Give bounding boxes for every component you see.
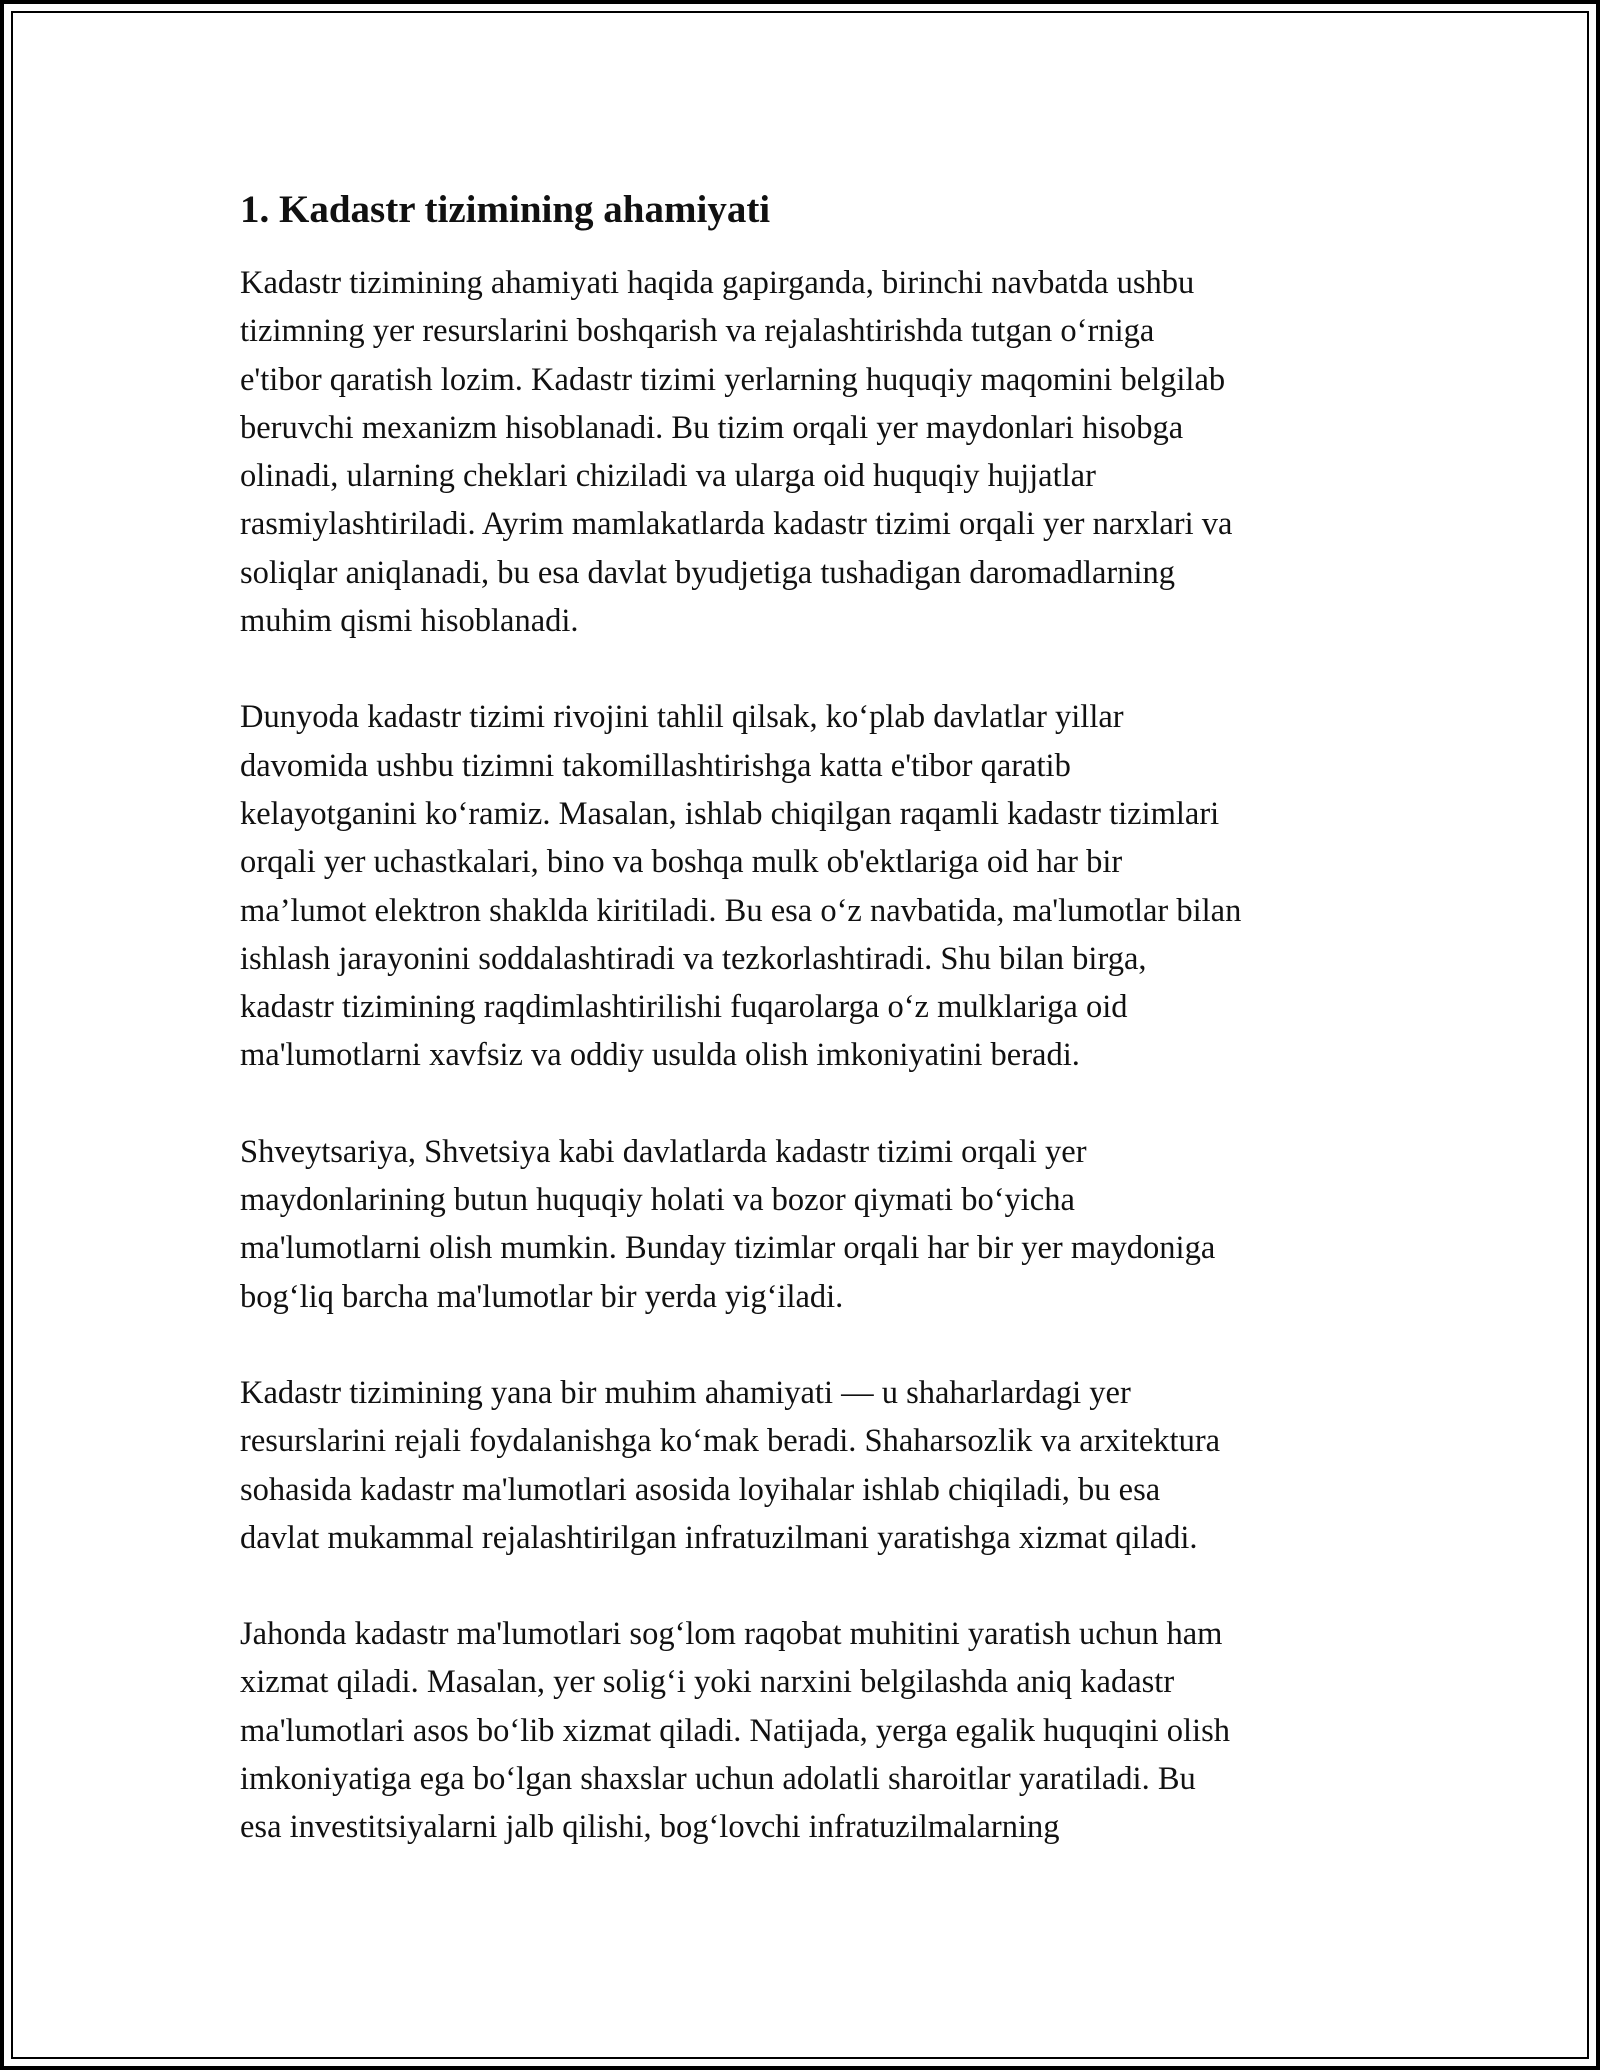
section-heading: 1. Kadastr tizimining ahamiyati	[240, 188, 771, 231]
paragraph-3	[240, 1128, 1390, 1321]
text-line: kadastr tizimining raqdimlashtirilishi fuqarolarga o‘z mulklariga oid	[240, 989, 1128, 1026]
text-line: e'tibor qaratish lozim. Kadastr tizimi yerlarning huquqiy maqomini belgilab	[240, 361, 1226, 398]
text-line: orqali yer uchastkalari, bino va boshqa mulk ob'ektlariga oid har bir	[240, 844, 1123, 881]
text-line: kelayotganini ko‘ramiz. Masalan, ishlab chiqilgan raqamli kadastr tizimlari	[240, 795, 1220, 832]
text-line: bog‘liq barcha ma'lumotlar bir yerda yig‘iladi.	[240, 1278, 844, 1315]
paragraph-4	[240, 1369, 1390, 1562]
text-line: resurslarini rejali foydalanishga ko‘mak beradi. Shaharsozlik va arxitektura	[240, 1423, 1221, 1460]
text-line: maydonlarining butun huquqiy holati va bozor qiymati bo‘yicha	[240, 1182, 1075, 1219]
paragraph-5	[240, 1610, 1390, 1851]
text-line: ishlash jarayonini soddalashtiradi va tezkorlashtiradi. Shu bilan birga,	[240, 940, 1147, 977]
text-line: davomida ushbu tizimni takomillashtirishga katta e'tibor qaratib	[240, 747, 1071, 784]
text-line: ma'lumotlari asos bo‘lib xizmat qiladi. Natijada, yerga egalik huquqini olish	[240, 1712, 1230, 1749]
text-line: olinadi, ularning cheklari chiziladi va ularga oid huquqiy hujjatlar	[240, 458, 1096, 495]
text-line: Kadastr tizimining ahamiyati haqida gapirganda, birinchi navbatda ushbu	[240, 265, 1195, 301]
text-line: esa investitsiyalarni jalb qilishi, bog‘lovchi infratuzilmalarning	[240, 1809, 1060, 1846]
text-line: xizmat qiladi. Masalan, yer solig‘i yoki narxini belgilashda aniq kadastr	[240, 1664, 1175, 1701]
paragraph-1	[240, 259, 1390, 645]
text-line: imkoniyatiga ega bo‘lgan shaxslar uchun adolatli sharoitlar yaratiladi. Bu	[240, 1761, 1196, 1798]
text-line: Kadastr tizimining yana bir muhim ahamiyati — u shaharlardagi yer	[240, 1374, 1131, 1411]
text-line: beruvchi mexanizm hisoblanadi. Bu tizim orqali yer maydonlari hisobga	[240, 409, 1184, 446]
paragraph-2	[240, 693, 1390, 1079]
text-line: ma’lumot elektron shaklda kiritiladi. Bu esa o‘z navbatida, ma'lumotlar bilan	[240, 892, 1242, 929]
text-line: ma'lumotlarni olish mumkin. Bunday tizimlar orqali har bir yer maydoniga	[240, 1230, 1216, 1267]
text-line: tizimning yer resurslarini boshqarish va rejalashtirishda tutgan o‘rniga	[240, 313, 1155, 350]
text-line: Shveytsariya, Shvetsiya kabi davlatlarda kadastr tizimi orqali yer	[240, 1133, 1087, 1170]
text-line: davlat mukammal rejalashtirilgan infratuzilmani yaratishga xizmat qiladi.	[240, 1519, 1198, 1556]
text-line: muhim qismi hisoblanadi.	[240, 603, 579, 640]
text-line: soliqlar aniqlanadi, bu esa davlat byudjetiga tushadigan daromadlarning	[240, 554, 1176, 591]
text-line: Jahonda kadastr ma'lumotlari sog‘lom raqobat muhitini yaratish uchun ham	[240, 1616, 1223, 1653]
document-body	[240, 186, 1390, 1900]
text-line: rasmiylashtiriladi. Ayrim mamlakatlarda kadastr tizimi orqali yer narxlari va	[240, 506, 1233, 543]
text-line: sohasida kadastr ma'lumotlari asosida loyihalar ishlab chiqiladi, bu esa	[240, 1471, 1161, 1508]
text-line: Dunyoda kadastr tizimi rivojini tahlil qilsak, ko‘plab davlatlar yillar	[240, 699, 1124, 736]
text-line: ma'lumotlarni xavfsiz va oddiy usulda olish imkoniyatini beradi.	[240, 1037, 1080, 1074]
